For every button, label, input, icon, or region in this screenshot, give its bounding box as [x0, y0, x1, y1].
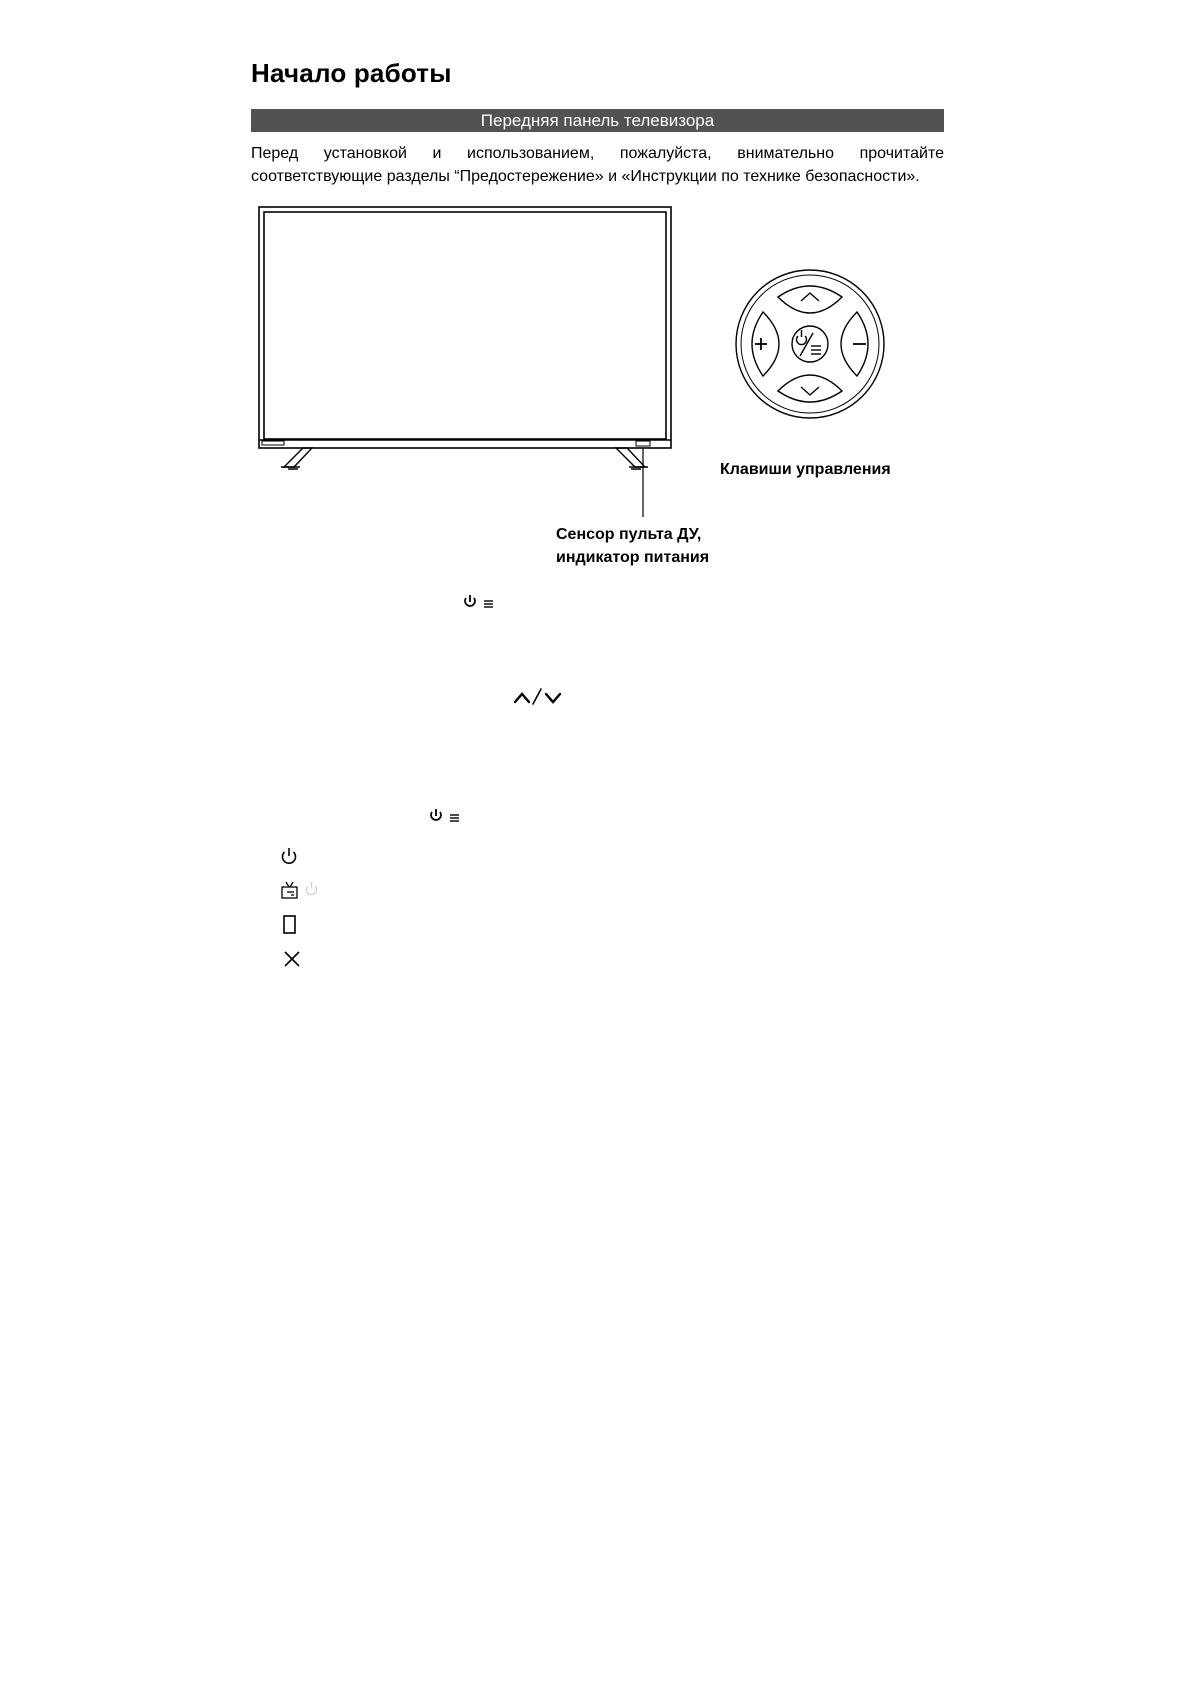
sensor-label-line2: индикатор питания [556, 549, 710, 566]
tv-front-panel-diagram [0, 0, 1190, 600]
power-menu-icon-2 [428, 807, 464, 825]
tv-source-icon [280, 880, 324, 902]
chevron-up-down-icon [513, 685, 565, 707]
control-keys-label: Клавиши управления [720, 461, 891, 478]
sensor-label-line1: Сенсор пульта ДУ, [556, 526, 702, 543]
tv-illustration [259, 207, 671, 517]
tv-sensor-window [636, 441, 650, 446]
tv-left-indicator [262, 441, 284, 445]
section-header: Передняя панель телевизора [251, 109, 944, 132]
joystick-up-button [778, 286, 842, 313]
sensor-label [556, 523, 709, 569]
joystick-center-button [792, 326, 828, 362]
chevron-down-icon [801, 387, 819, 395]
power-icon [280, 846, 298, 866]
power-menu-icon [462, 593, 498, 611]
joystick-down-button [778, 375, 842, 402]
page-title: Начало работы [251, 58, 452, 88]
tv-screen [264, 212, 666, 439]
close-icon [282, 949, 302, 969]
intro-paragraph: Перед установкой и использованием, пожалуйста, внимательно прочитайте соответствующие разделы “Предостережение» и «Инструкции по технике безопасности». [251, 145, 944, 185]
rectangle-icon [282, 914, 298, 936]
tv-stand-left [284, 448, 312, 467]
tv-outer-frame [259, 207, 671, 448]
control-joystick [736, 270, 884, 418]
tv-stand-right [616, 448, 645, 467]
chevron-up-icon [801, 293, 819, 301]
